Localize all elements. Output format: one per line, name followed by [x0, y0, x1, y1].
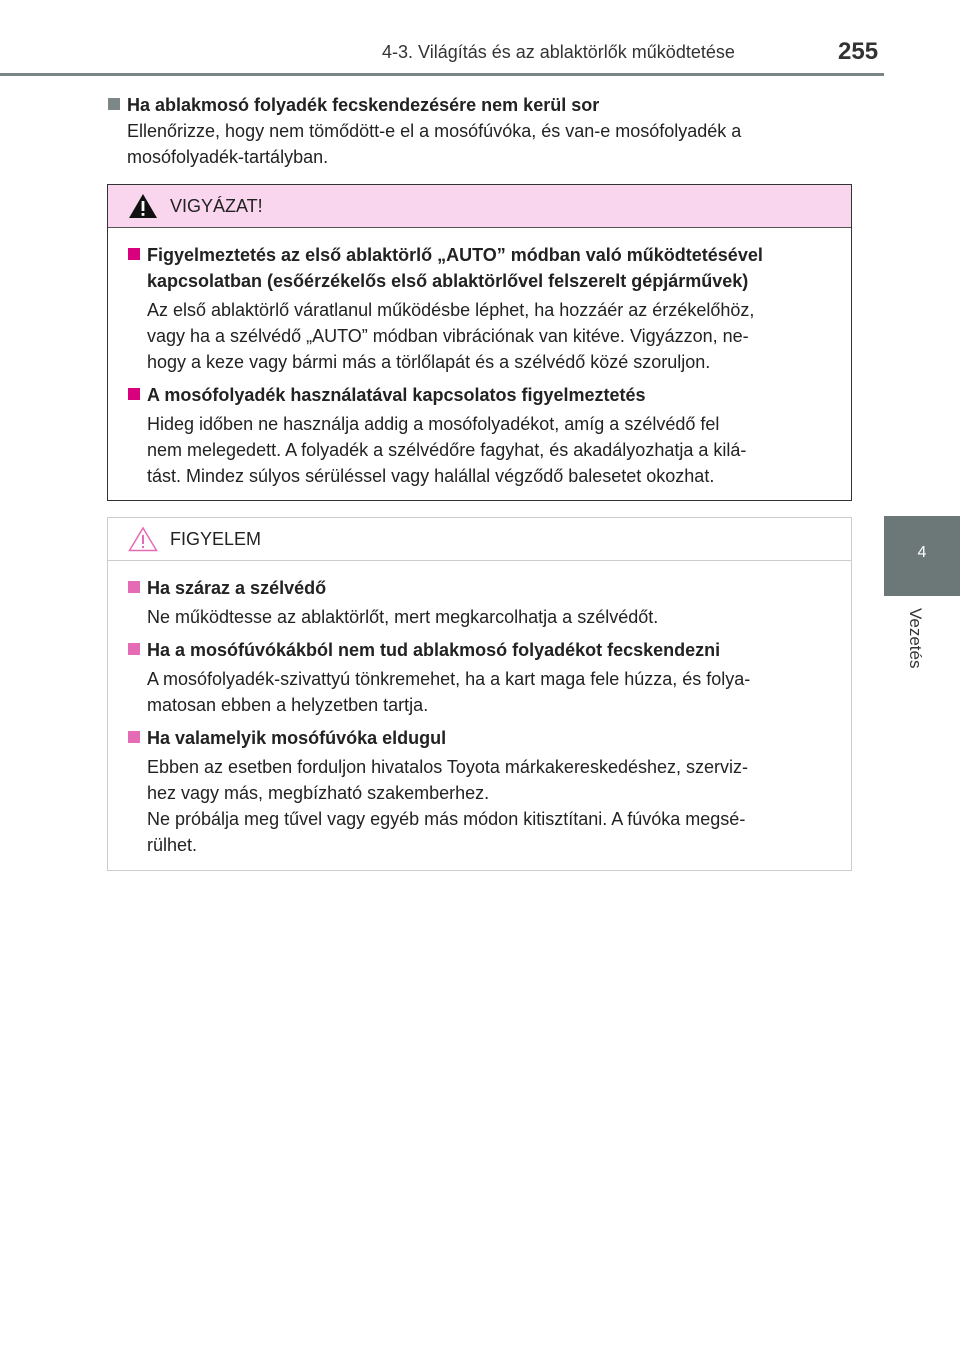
warning-item-heading: Figyelmeztetés az első ablaktörlő „AUTO” módban való működtetésével kapcsolatban (esőérzékelős első ablaktörlővel felszerelt gépjárművek) — [128, 242, 841, 294]
intro-heading: Ha ablakmosó folyadék fecskendezésére nem kerül sor — [108, 92, 852, 118]
warning-item-heading: A mosófolyadék használatával kapcsolatos figyelmeztetés — [128, 382, 841, 408]
notice-box-body — [108, 561, 851, 858]
warning-title: VIGYÁZAT! — [170, 195, 263, 216]
page-header-title: 4-3. Világítás és az ablaktörlők működtetése — [382, 42, 735, 62]
notice-item — [128, 637, 841, 718]
notice-title: FIGYELEM — [170, 528, 262, 549]
warning-triangle-icon — [128, 193, 158, 219]
chapter-tab — [884, 516, 960, 596]
page-number: 255 — [838, 38, 879, 65]
notice-item — [128, 575, 841, 630]
warning-item — [128, 242, 841, 375]
notice-box-header — [108, 518, 851, 561]
notice-item-heading: Ha a mosófúvókákból nem tud ablakmosó folyadékot fecskendezni — [128, 637, 841, 663]
warning-item — [128, 382, 841, 489]
square-bullet-icon — [108, 98, 120, 110]
notice-item-heading: Ha száraz a szélvédő — [128, 575, 841, 601]
notice-item — [128, 725, 841, 858]
notice-box — [107, 517, 852, 871]
caution-outline-triangle-icon — [128, 526, 158, 552]
warning-item-text: Hideg időben ne használja addig a mosófolyadékot, amíg a szélvédő fel nem melegedett. A folyadék a szélvédőre fagyhat, és akadályozhatja a kilá- tást. Mindez súlyos sérüléssel vagy halállal végződő balesetet okozhat. — [147, 414, 747, 486]
warning-box-header — [108, 185, 851, 228]
warning-box-body — [108, 228, 851, 489]
notice-item-text: A mosófolyadék-szivattyú tönkremehet, ha a kart maga fele húzza, és folya- matosan ebben a helyzetben tartja. — [147, 669, 751, 715]
intro-section — [108, 92, 852, 170]
square-bullet-icon — [128, 731, 140, 743]
square-bullet-icon — [128, 581, 140, 593]
chapter-tab-number: 4 — [917, 544, 927, 561]
square-bullet-icon — [128, 248, 140, 260]
intro-text: Ellenőrizze, hogy nem tömődött-e el a mosófúvóka, és van-e mosófolyadék a mosófolyadék-tartályban. — [127, 121, 742, 167]
header-divider — [0, 73, 884, 76]
warning-item-text: Az első ablaktörlő váratlanul működésbe léphet, ha hozzáér az érzékelőhöz, vagy ha a szélvédő „AUTO” módban vibrációnak van kitéve. Vigyázzon, ne- hogy a keze vagy bármi más a törlőlapát és a szélvédő közé szoruljon. — [147, 300, 755, 372]
chapter-tab-label: Vezetés — [906, 608, 925, 669]
square-bullet-icon — [128, 388, 140, 400]
square-bullet-icon — [128, 643, 140, 655]
warning-box — [107, 184, 852, 501]
notice-item-text: Ebben az esetben forduljon hivatalos Toyota márkakereskedéshez, szerviz- hez vagy más, megbízható szakemberhez. Ne próbálja meg tűvel vagy egyéb más módon kitisztítani. A fúvóka megsé- rülhet. — [147, 757, 748, 855]
notice-item-heading: Ha valamelyik mosófúvóka eldugul — [128, 725, 841, 751]
notice-item-text: Ne működtesse az ablaktörlőt, mert megkarcolhatja a szélvédőt. — [147, 607, 659, 627]
